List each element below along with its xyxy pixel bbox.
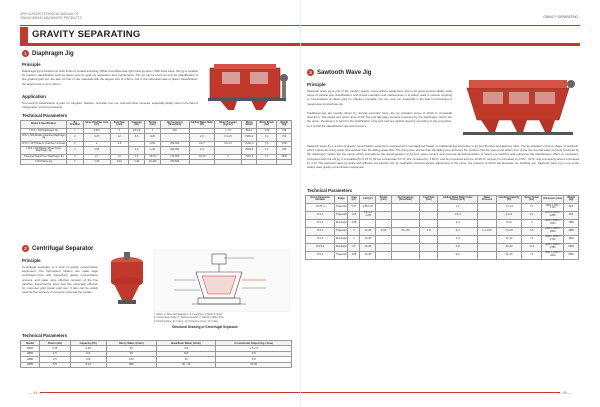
table-header-cell: Water Pressure (478, 196, 497, 204)
table-cell: 700 (277, 134, 292, 142)
table-header-cell: Area (m²) (348, 196, 360, 204)
table-cell: 4.86 (348, 251, 360, 259)
table-cell: 420 (160, 128, 189, 133)
table-row (306, 251, 579, 259)
table-cell (478, 235, 497, 243)
table-cell: 1-1.5 (215, 128, 242, 133)
header-divider (301, 25, 580, 26)
principle-text: Diaphragm jig is divided into such kinds of models including: White-drum/Alternate-right hand jig-down. With fixed sieve, this jig is suitable for medium classification such as placer and ore gold ore separation and maintenance. The jig can be used not only for classification of fine grained gold ore, but also for that of raw materials with the largest size of 6-8mm, but in the individual case of placer classification, the largest size is up to 12mm. (22, 69, 198, 86)
table-header-cell: Sieve Chamber Area (m²) (83, 121, 110, 129)
table-header-cell: Jig Frequency (times/min) (391, 196, 420, 204)
table-cell (391, 203, 420, 211)
table-cell: JT0.57-1 (306, 203, 335, 211)
table-cell: Rectangle (335, 219, 348, 227)
table-cell: 1.1 (257, 154, 277, 159)
table-cell: Y90S-6 (241, 154, 257, 159)
header-company-line2: XINHAI MINING MACHINERY PRODUCTS (20, 16, 82, 21)
table-cell: Trapezoid (335, 251, 348, 259)
table-cell (420, 219, 438, 227)
page-number: — 94 — (28, 390, 43, 395)
table-cell: 0.323 (83, 128, 110, 133)
table-header-cell: Motor Power (kw) (522, 196, 542, 204)
sawtooth-params-table (305, 195, 579, 260)
table-header-cell: Capacity (t/h) (70, 341, 106, 346)
table-cell (257, 160, 277, 165)
table-cell: 3-6 (128, 134, 145, 142)
table-row (306, 203, 579, 211)
table-cell: 5.5 (39, 362, 70, 367)
table-cell: 2.5 (39, 357, 70, 362)
table-header-row (306, 196, 579, 204)
centrifugal-principle-text: Centrifugal separator is a kind of gravity concentration equipment. The high-speed rotation can make large centrifugal force with intensifying gravity concentration process, and make more effective recovery of the fine particles. Experiments show that this especially effective for monomer gold (mean gold ore). It also can be widely used for the recovery of monomer gold and the metals. (22, 265, 98, 295)
table-cell: 1550 × 780 × 1700 (542, 203, 564, 211)
table-row (21, 160, 292, 165)
table-cell (391, 243, 420, 251)
table-cell: 6-8 (216, 357, 292, 362)
table-cell (189, 160, 215, 165)
table-cell: Trapezoid (335, 227, 348, 235)
table-cell (420, 235, 438, 243)
table-cell: 23-51 (145, 154, 160, 159)
page-number: — 95 — (557, 390, 572, 395)
table-cell: 3 (348, 227, 360, 235)
table-cell: 0.6-1.0 (215, 141, 242, 146)
table-cell: 480 (106, 362, 156, 367)
table-cell: 5660 (564, 251, 579, 259)
table-cell (478, 211, 497, 219)
section-number-badge: 1 (22, 50, 29, 57)
table-cell: 5.5 (522, 227, 542, 235)
section-centrifugal-heading (22, 245, 93, 252)
table-header-cell: Stroke (mm) (145, 121, 160, 129)
table-cell (391, 211, 420, 219)
table-cell: Trapezoid (335, 211, 348, 219)
table-cell: 2~3 (438, 219, 478, 227)
table-cell: 3 (522, 219, 542, 227)
table-cell: 3 (110, 128, 128, 133)
table-cell: LTC2 × 500 Double Chamber Diaphragm Jig (21, 133, 66, 140)
table-cell: 4000 (564, 235, 579, 243)
table-cell: LB80 (21, 362, 40, 367)
table-cell: 1 (67, 160, 83, 165)
table-cell: 2270 × 1210 × 1855 (542, 211, 564, 219)
table-cell: 12~50 (360, 251, 376, 259)
table-cell: 15~50 (360, 243, 376, 251)
table-cell: 5~10 (496, 219, 521, 227)
table-cell: 2-3 (189, 134, 215, 142)
table-merged-cell: 0~50 (376, 227, 391, 235)
structural-drawing-caption: 1. Motor; 2. Drive and Reduction; 3. Feed Pipe; 4. Bowl; 5. Rotor 6. Concentrate Outlet; 7. Tailings Launder; 8. Washing Water Pipe 9. Flushing Pipe; 10. Frame; 11. Protective Cover; 12. Pulley (154, 313, 224, 323)
table-cell: 5000 (564, 243, 579, 251)
table-header-cell: Dimension (mm) (542, 196, 564, 204)
table-cell: 12~50 (360, 227, 376, 235)
table-cell: 1.44 (83, 160, 110, 165)
table-cell: 1.5-2.5 (216, 346, 292, 351)
table-cell: 0 (145, 128, 160, 133)
table-cell: JT1-1 (306, 211, 335, 219)
table-cell: 4-6 (156, 346, 216, 351)
table-cell: LB60 (21, 351, 40, 356)
table-cell: 2 (215, 154, 242, 159)
table-cell: 6-8 (110, 141, 128, 146)
table-header-cell: Concentrate Output (kg / time) (216, 341, 292, 346)
table-cell: 10~30 (496, 243, 521, 251)
table-row (306, 243, 579, 251)
table-cell: 0.27 (83, 134, 110, 142)
table-cell: 4-5 (128, 154, 145, 159)
table-header-cell: Water Pressure (kg/cm²) (215, 121, 242, 129)
table-cell: 170-300 (160, 154, 189, 159)
table-cell: 90 (106, 351, 156, 356)
table-cell: 10 (110, 154, 128, 159)
table-cell: 5-8 (156, 351, 216, 356)
table-cell (391, 219, 420, 227)
table-cell: 3~4 (438, 227, 478, 235)
table-cell: JT4-2 (306, 235, 335, 243)
section-number-badge: 2 (22, 245, 29, 252)
section-title: Diaphragm Jig (32, 50, 74, 57)
table-cell: Y90S-4 (241, 147, 257, 155)
table-header-cell: Handling Capacity (t/h) (496, 196, 521, 204)
table-header-cell: Shape (335, 196, 348, 204)
table-row (21, 147, 292, 155)
table-cell: 120 (106, 357, 156, 362)
table-cell: 1 (67, 128, 83, 133)
centrifugal-separator-image (104, 250, 150, 308)
header-company-line1: APPLICATION TECHNICAL MANUAL OF (20, 12, 79, 16)
table-cell: 0.55 (257, 128, 277, 133)
sawtooth-params-heading: Technical Parameters (307, 188, 353, 193)
table-cell: 1.5 (39, 351, 70, 356)
table-header-cell: Jig Frequency (times/min) (160, 121, 189, 129)
table-cell (215, 160, 242, 165)
table-cell: 200-300 (160, 141, 189, 146)
table-cell: 60 (106, 346, 156, 351)
table-cell (376, 235, 391, 243)
footer-rule (40, 392, 300, 393)
table-cell: 3200 × 1950 × 2640 (542, 219, 564, 227)
table-cell: 7.5 (522, 251, 542, 259)
table-cell: 800 (564, 203, 579, 211)
table-cell: 2.28 (348, 219, 360, 227)
table-cell: BE1-4 (241, 128, 257, 133)
table-cell: 2950 × 2000 × 2600 (542, 227, 564, 235)
sawtooth-principle-text-3: Sawtooth wave jig is a kind of gravity concentration equipment reviewed and manufactured based on traditional jigs according to jig bed theories and layering rules. The jig pulsation curve is shape of sawtooth, which makes the rising water flow quicker than the falling water flow. The rising time shorter than the falling time achieves the problem that the speed and action time of the rise and fall water currents produced by the diaphragm motion are the same, which strengthens the decomposition of jig bed, eases suction and prevents all-sedimentation of heavy ore particles and enhances the classification effect on necessary. Compared with the old jig, it is qualified for 0.15 %, fill ore concentrate 5.5 %, this increased by 1.66 %, and its processed and ore 10.49 %, recovery is increased by 4.6% - 30 %, and processing area is increased by 3 %. The sawtooth wave jig deals with different ore particle size by realization electromagnetic adjustment of the motor, the property of which will decrease ore bedding, etc. Sawtooth wave jig is one of the widely used gravity concentration equipment. (307, 144, 579, 170)
table-header-cell: Feed Size (mm) (420, 196, 438, 204)
table-row (306, 211, 579, 219)
table-cell (420, 243, 438, 251)
table-cell: 0-50 (145, 141, 160, 146)
table-cell: 2 (67, 147, 83, 155)
title-rule (20, 43, 300, 46)
table-cell: 12 (110, 134, 128, 142)
table-cell: 2-4 (189, 147, 215, 155)
table-row (21, 362, 292, 367)
table-cell: 2.7 (83, 154, 110, 159)
table-cell: 1.5~2 (438, 211, 478, 219)
footer-rule (301, 392, 560, 393)
table-cell: 4.8-40 (189, 154, 215, 159)
diaphragm-params-heading: Technical Parameters (22, 113, 68, 118)
application-heading: Application (22, 94, 46, 99)
table-cell: 2 (67, 134, 83, 142)
table-cell: 7.0~15 (496, 227, 521, 235)
table-cell: 4~5 (438, 243, 478, 251)
table-row (21, 134, 292, 142)
table-cell: 7.5 (522, 235, 542, 243)
structural-drawing-title: Structural Drawing of Centrifugal Separator (172, 325, 238, 329)
table-cell: 1.1 (257, 134, 277, 142)
table-cell: 5~6 (438, 251, 478, 259)
table-cell (110, 147, 128, 155)
section-number-badge: 3 (307, 69, 314, 76)
table-cell: 11.4 (522, 243, 542, 251)
table-cell: 1.1 (522, 203, 542, 211)
sawtooth-jig-image (459, 70, 577, 140)
table-cell: 10-100 (145, 160, 160, 165)
table-header-row (21, 121, 292, 129)
table-cell: 2.2 (522, 211, 542, 219)
section-title: Sawtooth Wave Jig (317, 69, 372, 76)
right-page (300, 0, 600, 407)
sawtooth-principle-text-2: Traditional jigs are usually driven by circular eccentric force, the jig pulsation curve of which is sinusoidal waveform. The speed and action time of the rise and fall water currents produced by the diaphragm motion are the same, therefore it is hard for the stratification of jig bed and ore particle layering according to the proportion, so it is that the classification rate and recovery. (307, 111, 452, 128)
table-header-cell: Item & Parameter Attribute (306, 196, 335, 204)
table-cell: LTC2 × 300 Diaphragm Jig (21, 128, 67, 133)
table-header-cell: Slurry Water (t/min) (106, 341, 156, 346)
table-cell (391, 251, 420, 259)
table-cell: 3-5 (216, 351, 292, 356)
table-cell: JT5-2 (306, 251, 335, 259)
table-cell: 10~50 (360, 235, 376, 243)
table-cell: Y90S-4 (241, 134, 257, 142)
table-cell: 4200 × 2360 × 2750 (542, 243, 564, 251)
table-cell (478, 219, 497, 227)
section-sawtooth-heading (307, 69, 371, 76)
table-cell: LTC-6 Sieve Jig (21, 160, 67, 165)
table-cell: 30 - 40 (156, 362, 216, 367)
table-cell: 4.5 (348, 243, 360, 251)
centrifugal-principle-heading: Principle (22, 258, 41, 263)
table-cell: 1-40 (145, 147, 160, 155)
diaphragm-params-table (20, 120, 292, 165)
table-cell: 2 (83, 141, 110, 146)
section-diaphragm-heading (22, 50, 74, 57)
table-cell: 1.0 (438, 203, 478, 211)
table-cell: JT2-2 (306, 219, 335, 227)
table-cell: 260-350 (160, 147, 189, 155)
table-cell: 900 (564, 211, 579, 219)
table-cell: LTC4 × 900 Bottom-Driven Cone Diaphragm Jig (21, 147, 67, 155)
structural-drawing-image (154, 250, 290, 312)
table-cell: 0.55 (83, 147, 110, 155)
table-cell: 1880 (564, 219, 579, 227)
table-cell: 1.04 (348, 211, 360, 219)
table-cell: 2 (67, 141, 83, 146)
table-cell: 12~25 (496, 251, 521, 259)
table-cell: 10~20 (496, 235, 521, 243)
table-header-cell: Backflush Water (t/min) (156, 341, 216, 346)
application-text: It is used for classification of gold, tin, tungsten, titanium, hematite, iron ore, coal and other minerals, especially widely used in the field of manganese mineral processing. (22, 101, 198, 110)
sawtooth-principle-text-1: Sawtooth wave jig is one of the modern gravity concentration equipment, due to its great process ability, wide range of particle size classification, and simple operation and maintenance, it is widely used in mineral roughing or concentration of placer gold, tin, titanium, hematite, iron ore, coal, etc. especially in the field of processing of manganese concentrate ore. (307, 89, 452, 106)
table-cell (376, 243, 391, 251)
table-cell: 0.5~1.2 ~0.55 (360, 211, 376, 219)
table-header-cell: Adding Water Ratio Under Screen (m³/t) (438, 196, 478, 204)
table-cell: 2 (67, 154, 83, 159)
table-cell: 3840 × 2650 × 3200 (542, 251, 564, 259)
table-cell: 0.3-1.5 (215, 134, 242, 142)
table-cell: 0.55-0.33 (360, 203, 376, 211)
table-cell: 4 (348, 235, 360, 243)
table-header-cell: Model (21, 341, 40, 346)
table-cell: 3~5 (438, 235, 478, 243)
table-merged-cell: 50~170 (391, 227, 420, 235)
table-cell (376, 219, 391, 227)
table-cell: 10 (156, 357, 216, 362)
table-cell: JT4.5-2 (306, 243, 335, 251)
table-cell (277, 160, 292, 165)
table-cell (420, 251, 438, 259)
table-cell: 1700 (277, 141, 292, 146)
table-cell (420, 203, 438, 211)
header-company (20, 12, 82, 21)
header-divider (20, 25, 300, 26)
table-cell (360, 219, 376, 227)
header-section-label: GRAVITY SEPARATING (543, 15, 578, 19)
table-cell (160, 134, 189, 142)
table-header-cell: Capacity (t/h) (128, 121, 145, 129)
table-cell: 240-500 (160, 160, 189, 165)
table-cell: LB80 (21, 357, 40, 362)
table-cell: 2.0~5 (496, 211, 521, 219)
sawtooth-principle-heading: Principle (307, 82, 326, 87)
table-cell (478, 243, 497, 251)
table-cell: 260 (277, 147, 292, 155)
table-row (306, 219, 579, 227)
table-header-cell: Motor Model (241, 121, 257, 129)
table-cell (376, 211, 391, 219)
table-cell: Rectangle (335, 235, 348, 243)
table-header-cell: Adding Water Ratio (t/t) (190, 120, 213, 127)
section-title: Centrifugal Separator (32, 245, 94, 252)
table-cell: 1-4 (128, 147, 145, 155)
table-cell (241, 160, 257, 165)
table-cell: JT3-1 (306, 227, 335, 235)
table-cell (391, 235, 420, 243)
table-header-cell: Jig Chamber (67, 121, 83, 129)
table-cell (478, 203, 497, 211)
table-cell: 1.1 (257, 147, 277, 155)
table-cell: 20-30 (216, 362, 292, 367)
table-cell: Trapezoid (335, 203, 348, 211)
table-merged-cell: 0.1~0.15 (478, 227, 497, 235)
table-merged-cell: 1~8 (420, 227, 438, 235)
table-header-cell: Weight (kg) (277, 121, 292, 129)
table-cell: 0-25 (145, 134, 160, 142)
table-row (306, 227, 579, 235)
table-cell: 8-12 (70, 362, 106, 367)
table-cell: 7-18 (128, 160, 145, 165)
table-cell: 0.75 (39, 346, 70, 351)
table-header-cell: Stroke (mm) (376, 196, 391, 204)
table-cell: 0-10 (110, 160, 128, 165)
table-cell: Rectangle (335, 243, 348, 251)
table-cell (420, 211, 438, 219)
table-cell: 538 (277, 128, 292, 133)
table-cell: 2-8 (70, 357, 106, 362)
table-cell: LB30 (21, 346, 40, 351)
principle-heading: Principle (22, 62, 41, 67)
centrifugal-params-table (20, 340, 292, 368)
table-cell (376, 203, 391, 211)
table-header-cell: Cell (m²) (360, 196, 376, 204)
table-cell (376, 251, 391, 259)
table-cell: 4490 × 2850 × 2700 (542, 235, 564, 243)
table-cell: Y100L-6 (241, 141, 257, 146)
table-header-cell: Motor Power (kw) (257, 121, 277, 129)
table-header-cell: Feed Size (mm) (110, 121, 128, 129)
table-cell: 2885 (564, 227, 579, 235)
table-header-cell: Model & Specification (21, 121, 67, 129)
centrifugal-params-heading: Technical Parameters (22, 333, 68, 338)
table-cell: 2600 (277, 154, 292, 159)
table-cell (478, 251, 497, 259)
table-cell: 0.5-0.6 (128, 128, 145, 133)
table-cell: 1.0-1.5 (496, 203, 521, 211)
diaphragm-jig-image (204, 58, 292, 116)
main-title: GRAVITY SEPARATING (32, 29, 141, 40)
table-cell: 3.6-7 (189, 141, 215, 146)
table-header-cell: Power (kw) (39, 341, 70, 346)
table-header-cell: Weight (kg) (564, 196, 579, 204)
table-cell: 0-25 (70, 346, 106, 351)
table-cell (215, 147, 242, 155)
table-cell: 1.5 (257, 141, 277, 146)
table-cell: Trapezoid Side-Driven Diaphragm Jig (21, 154, 67, 159)
table-cell: 0.57 (348, 203, 360, 211)
table-row (306, 235, 579, 243)
title-accent-bar (20, 27, 28, 43)
title-rule (301, 43, 580, 46)
table-cell: LTC2 × 1070 Bottom Chamber Compass (22, 141, 66, 145)
table-cell: 0-5 (70, 351, 106, 356)
